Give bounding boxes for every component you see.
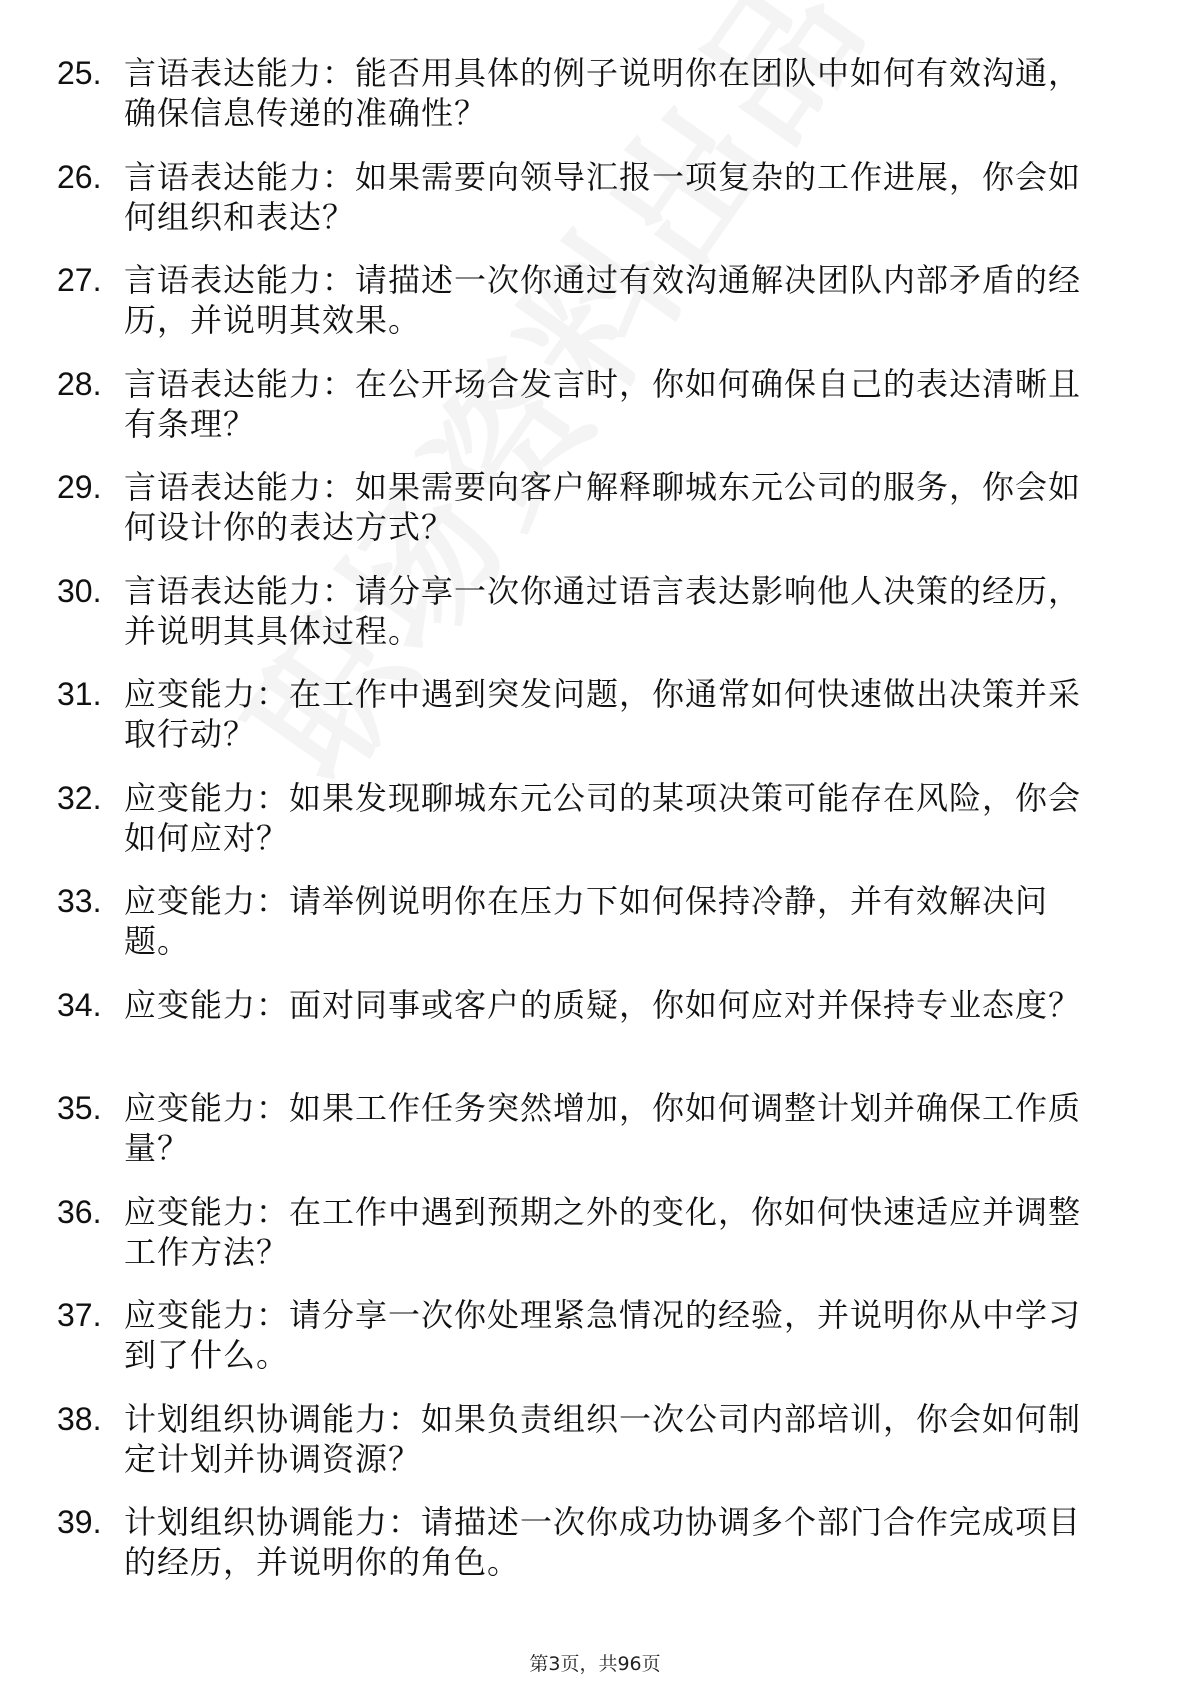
question-number: 31. <box>57 676 102 712</box>
question-text: 言语表达能力：如果需要向领导汇报一项复杂的工作进展，你会如何组织和表达？ <box>124 157 1082 236</box>
list-item <box>57 1295 1107 1399</box>
question-number: 26. <box>57 158 102 195</box>
question-number: 27. <box>57 262 102 298</box>
question-text: 言语表达能力：请分享一次你通过语言表达影响他人决策的经历，并说明其具体过程。 <box>124 571 1082 650</box>
list-item <box>57 364 1107 468</box>
question-text: 应变能力：如果发现聊城东元公司的某项决策可能存在风险，你会如何应对？ <box>124 778 1082 857</box>
list-item <box>57 674 1107 778</box>
page-footer <box>0 1652 1190 1676</box>
question-text: 言语表达能力：请描述一次你通过有效沟通解决团队内部矛盾的经历，并说明其效果。 <box>124 261 1082 339</box>
question-text: 应变能力：请分享一次你处理紧急情况的经验，并说明你从中学习到了什么。 <box>124 1296 1082 1374</box>
question-text: 应变能力：如果工作任务突然增加，你如何调整计划并确保工作质量？ <box>124 1089 1082 1167</box>
question-number: 25. <box>57 55 102 91</box>
list-item <box>57 1192 1107 1296</box>
question-number: 28. <box>57 365 102 402</box>
question-text: 应变能力：在工作中遇到预期之外的变化，你如何快速适应并调整工作方法？ <box>124 1192 1082 1271</box>
question-number: 36. <box>57 1193 102 1230</box>
question-text: 计划组织协调能力：请描述一次你成功协调多个部门合作完成项目的经历，并说明你的角色。 <box>124 1503 1082 1581</box>
question-text: 言语表达能力：如果需要向客户解释聊城东元公司的服务，你会如何设计你的表达方式？ <box>124 468 1082 546</box>
question-text: 计划组织协调能力：如果负责组织一次公司内部培训，你会如何制定计划并协调资源？ <box>124 1399 1082 1478</box>
list-item <box>57 1502 1107 1606</box>
list-item <box>57 778 1107 882</box>
question-number: 32. <box>57 779 102 816</box>
question-number: 38. <box>57 1400 102 1437</box>
list-item <box>57 157 1107 261</box>
question-number: 35. <box>57 1090 102 1126</box>
list-item <box>57 53 1107 157</box>
list-item <box>57 1088 1107 1192</box>
page-number-label: 第3页，共96页 <box>529 1653 661 1675</box>
question-number: 37. <box>57 1297 102 1333</box>
question-number: 29. <box>57 469 102 505</box>
question-number: 39. <box>57 1504 102 1540</box>
question-text: 应变能力：在工作中遇到突发问题，你通常如何快速做出决策并采取行动？ <box>124 675 1082 753</box>
question-text: 言语表达能力：在公开场合发言时，你如何确保自己的表达清晰且有条理？ <box>124 364 1082 443</box>
question-text: 言语表达能力：能否用具体的例子说明你在团队中如何有效沟通，确保信息传递的准确性？ <box>124 54 1082 132</box>
list-item <box>57 1399 1107 1503</box>
question-number: 33. <box>57 883 102 919</box>
question-number: 30. <box>57 572 102 609</box>
list-item <box>57 571 1107 675</box>
list-item <box>57 881 1107 985</box>
list-item <box>57 467 1107 571</box>
question-list <box>57 53 1107 1606</box>
list-item <box>57 260 1107 364</box>
question-text: 应变能力：面对同事或客户的质疑，你如何应对并保持专业态度？ <box>124 985 1082 1024</box>
question-number: 34. <box>57 986 102 1023</box>
list-item <box>57 985 1107 1089</box>
question-text: 应变能力：请举例说明你在压力下如何保持冷静，并有效解决问题。 <box>124 882 1049 960</box>
